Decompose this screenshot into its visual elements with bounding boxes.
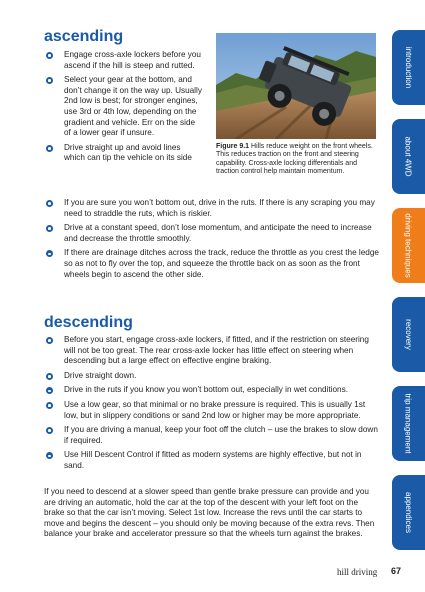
tab-label: introduction: [404, 46, 414, 89]
list-item: [44, 223, 380, 244]
page-number: 67: [391, 566, 402, 576]
descending-paragraph: If you need to descend at a slower speed than gentle brake pressure can provide and you are driving an automatic, hold the car at the top of the descent with your left foot on the brake so that the car isn’t moving. Select 1st low. Increase the revs until the car starts to move and begins the descent – you should only be moving because of the extra revs. Then balance your brake and accelerator pressure so that the wheels turn against the brakes.: [44, 487, 375, 539]
tab-introduction[interactable]: [392, 30, 425, 105]
footer-chapter-title: hill driving: [337, 567, 378, 577]
figure-label: Figure 9.1: [216, 143, 250, 150]
list-item: [44, 400, 380, 421]
ring-bullet-icon: [46, 402, 53, 409]
ascending-heading: ascending: [44, 28, 124, 45]
list-item: [44, 75, 202, 139]
bullet-text: Engage cross-axle lockers before you ascend if the hill is steep and rutted.: [64, 50, 201, 70]
bullet-text: If there are drainage ditches across the track, reduce the throttle as you crest the ledge so as not to fly over the top, and squeeze the throttle back on as soon as the front wheels begin to ascend the other side.: [64, 248, 379, 279]
ring-bullet-icon: [46, 373, 53, 380]
ring-bullet-icon: [46, 250, 53, 257]
bullet-text: Drive straight down.: [64, 370, 137, 380]
ring-bullet-icon: [46, 52, 53, 59]
figure-caption-text: Hills reduce weight on the front wheels. This reduces traction on the front and steering capability. Cross-axle locking differentials and traction control help maintain momentum.: [216, 143, 373, 176]
bullet-text: Drive straight up and avoid lines which can tip the vehicle on its side: [64, 142, 192, 163]
tab-trip-management[interactable]: [392, 386, 425, 461]
list-item: [44, 425, 380, 446]
bullet-text: Use a low gear, so that minimal or no brake pressure is required. This is usually 1st low, but in slippery conditions or sand 2nd low or higher may be more appropriate.: [64, 399, 366, 420]
list-item: [44, 248, 380, 280]
list-item: [44, 143, 202, 164]
list-item: [44, 371, 380, 382]
ring-bullet-icon: [46, 200, 53, 207]
tab-label: appendices: [404, 492, 414, 533]
list-item: [44, 385, 380, 396]
ring-bullet-icon: [46, 452, 53, 459]
tab-recovery[interactable]: [392, 297, 425, 372]
list-item: [44, 50, 202, 71]
ring-bullet-icon: [46, 427, 53, 434]
list-item: [44, 198, 380, 219]
tab-label: about 4WD: [404, 136, 413, 177]
bullet-text: Before you start, engage cross-axle lockers, if fitted, and if the restriction on steering will not be too great. The rear cross-axle locker has little effect on steering when descending but a large effect on effective engine braking.: [64, 335, 369, 366]
tab-label: recovery: [404, 319, 413, 350]
figure-photo-4wd-climbing-hill: [216, 33, 376, 139]
bullet-text: Drive at a constant speed, don’t lose momentum, and anticipate the need to increase and decrease the throttle smoothly.: [64, 223, 372, 243]
4wd-photo-illustration: [216, 33, 376, 139]
ring-bullet-icon: [46, 387, 53, 394]
ring-bullet-icon: [46, 145, 53, 152]
ring-bullet-icon: [46, 77, 53, 84]
bullet-text: Use Hill Descent Control if fitted as modern systems are highly effective, but not in sand.: [64, 450, 362, 470]
tab-about-4wd[interactable]: [392, 119, 425, 194]
tab-label: driving techniques: [404, 213, 414, 278]
tab-label: trip management: [404, 393, 413, 454]
tab-appendices[interactable]: [392, 475, 425, 550]
bullet-text: If you are driving a manual, keep your foot off the clutch – use the brakes to slow down if required.: [64, 425, 378, 445]
ascending-bullets-narrow: [44, 50, 202, 168]
ascending-bullets-wide: [44, 198, 380, 284]
list-item: [44, 335, 380, 367]
list-item: [44, 450, 380, 471]
figure-caption: [216, 143, 376, 177]
bullet-text: Select your gear at the bottom, and don’t change it on the way up. Usually 2nd low is best; for stronger engines, use 3rd or 4th low, depending on the gradient and vehicle. Err on the side of a lower gear if unsure.: [64, 75, 202, 138]
ring-bullet-icon: [46, 225, 53, 232]
ring-bullet-icon: [46, 337, 53, 344]
descending-bullets: [44, 335, 380, 476]
section-tabs: [392, 30, 425, 552]
tab-driving-techniques[interactable]: [392, 208, 425, 283]
descending-heading: descending: [44, 314, 133, 331]
bullet-text: Drive in the ruts if you know you won’t bottom out, especially in wet conditions.: [64, 385, 348, 395]
bullet-text: If you are sure you won’t bottom out, drive in the ruts. If there is any scraping you may need to straddle the ruts, which is riskier.: [64, 198, 375, 218]
